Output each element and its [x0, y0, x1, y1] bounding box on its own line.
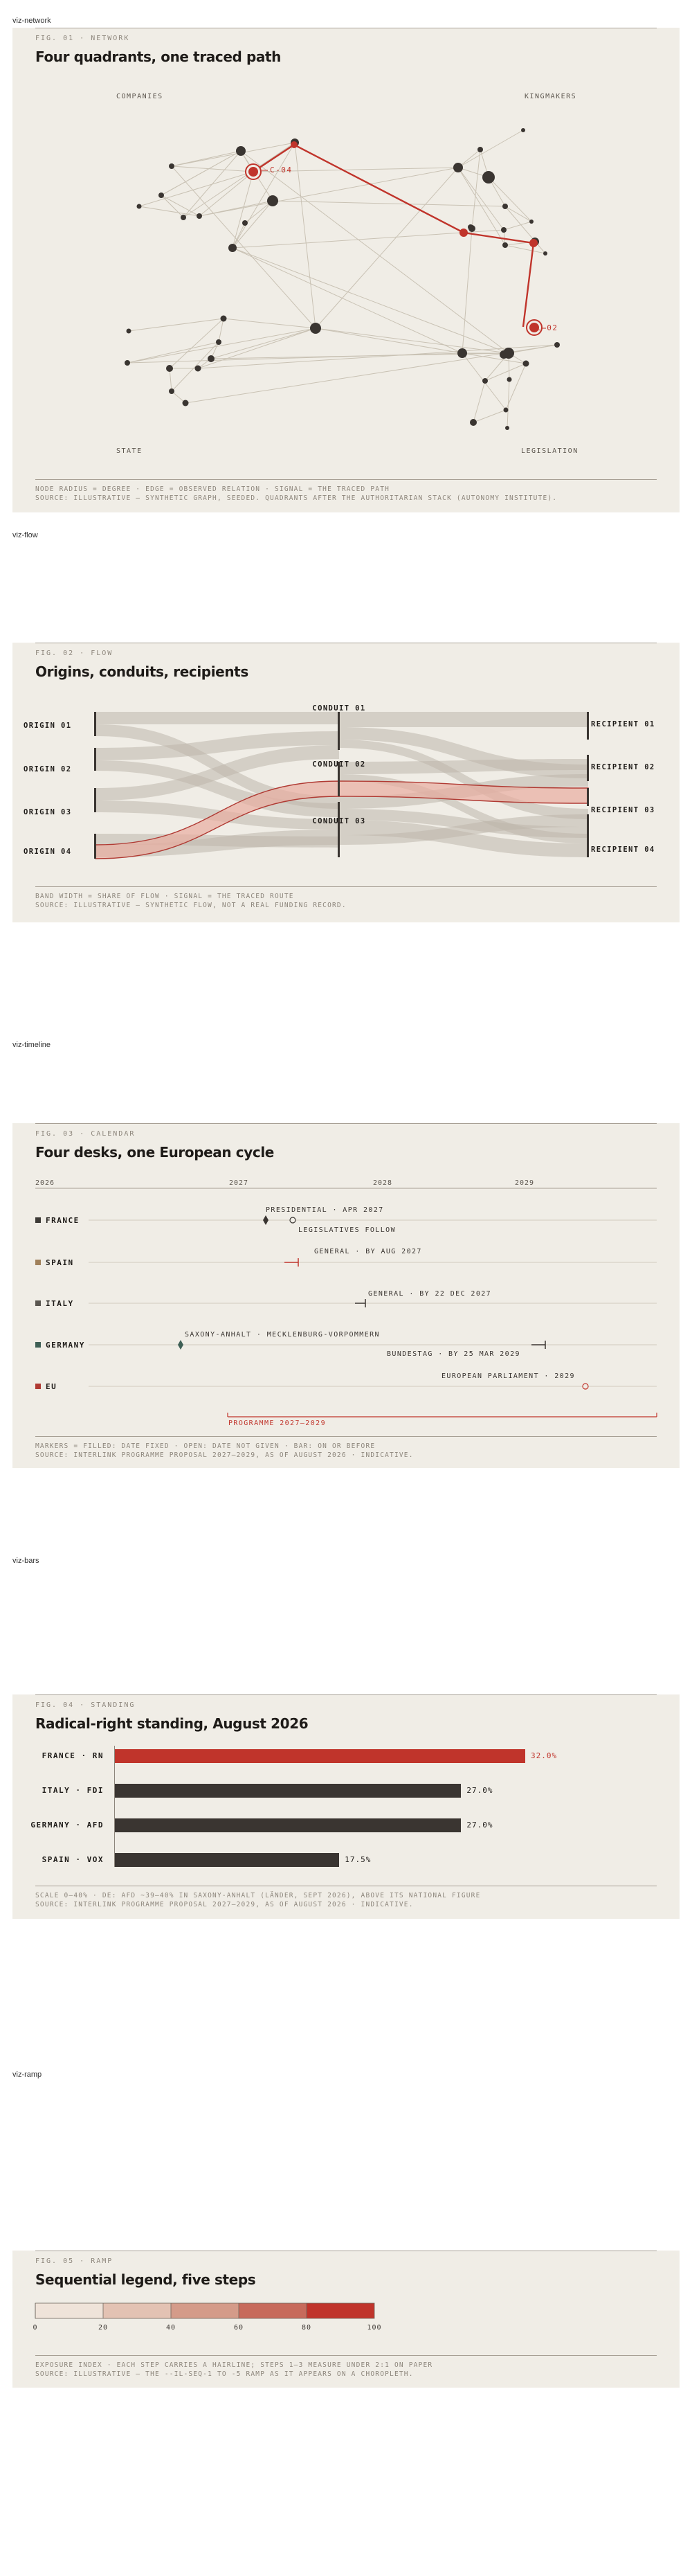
network-edge	[183, 151, 241, 217]
origin-node	[94, 748, 96, 771]
conduit-label: CONDUIT 02	[312, 760, 366, 769]
network-node	[158, 193, 164, 198]
flow-band	[339, 712, 588, 727]
recipient-label: RECIPIENT 03	[591, 806, 655, 814]
network-edge	[172, 342, 219, 391]
signal-node	[248, 167, 258, 177]
bar	[115, 1853, 339, 1867]
network-edge	[211, 328, 316, 359]
ramp-step	[171, 2303, 239, 2318]
network-node	[127, 329, 131, 334]
year-tick: 2026	[35, 1179, 55, 1187]
marker-open	[290, 1217, 295, 1223]
network-edge	[172, 143, 295, 166]
network-node	[453, 163, 463, 172]
footer-note: SCALE 0–40% · DE: AFD ~39–40% IN SAXONY-ANHALT (LÄNDER, SEPT 2026), ABOVE ITS NATIONAL FIGURE	[35, 1892, 481, 1899]
section-label-bars: viz-bars	[12, 1557, 39, 1565]
network-node	[166, 365, 173, 372]
row-label: ITALY	[46, 1299, 74, 1308]
bars-panel	[12, 1694, 680, 1919]
network-node	[169, 163, 174, 169]
network-node	[236, 146, 246, 156]
footer-source: SOURCE: ILLUSTRATIVE — THE --IL-SEQ-1 TO -5 RAMP AS IT APPEARS ON A CHOROPLETH.	[35, 2370, 414, 2378]
quadrant-label-state: STATE	[116, 447, 143, 455]
network-node	[482, 171, 495, 184]
network-node	[529, 220, 534, 224]
marker-fixed	[178, 1340, 183, 1350]
quadrant-label-legislation: LEGISLATION	[521, 447, 579, 455]
recipient-node	[587, 814, 589, 857]
bar	[115, 1818, 461, 1832]
bar-category-label: FRANCE · RN	[42, 1751, 104, 1760]
row-label: EU	[46, 1382, 57, 1391]
network-edge	[199, 172, 253, 216]
network-edge	[161, 151, 241, 195]
flow-panel	[12, 643, 680, 922]
bar-value-label: 27.0%	[466, 1821, 493, 1830]
ramp-tick-label: 40	[165, 2324, 176, 2332]
network-node	[543, 251, 547, 256]
row-swatch	[35, 1342, 41, 1348]
footer-note: NODE RADIUS = DEGREE · EDGE = OBSERVED RELATION · SIGNAL = THE TRACED PATH	[35, 485, 390, 493]
annotation-italy-general: GENERAL · BY 22 DEC 2027	[368, 1290, 492, 1298]
network-node	[221, 316, 227, 322]
figure-number: FIG. 02 · FLOW	[35, 650, 113, 657]
row-swatch	[35, 1260, 41, 1265]
network-node	[523, 361, 529, 367]
flow-band	[95, 712, 339, 724]
network-node	[507, 377, 512, 382]
network-node	[195, 366, 201, 372]
annotation-programme: PROGRAMME 2027–2029	[228, 1420, 326, 1427]
network-edge	[127, 328, 316, 363]
network-edge	[316, 328, 509, 353]
annotation-spain-general: GENERAL · BY AUG 2027	[314, 1248, 422, 1255]
footer-source: SOURCE: INTERLINK PROGRAMME PROPOSAL 2027–2029, AS OF AUGUST 2026 · INDICATIVE.	[35, 1901, 414, 1908]
network-node	[468, 224, 473, 230]
bar-value-label: 27.0%	[466, 1786, 493, 1795]
network-edge	[473, 381, 485, 422]
network-edge	[139, 172, 253, 206]
network-edge	[505, 206, 531, 222]
conduit-node	[338, 712, 340, 750]
origin-label: ORIGIN 04	[24, 848, 72, 856]
network-node	[197, 213, 202, 219]
row-swatch	[35, 1217, 41, 1223]
ramp-tick-label: 0	[33, 2324, 38, 2332]
flow-chart	[12, 643, 680, 922]
origin-label: ORIGIN 02	[24, 765, 72, 773]
network-node	[504, 408, 509, 413]
footer-source: SOURCE: ILLUSTRATIVE — SYNTHETIC GRAPH, SEEDED. QUADRANTS AFTER THE AUTHORITARIAN STACK (AUTONOMY INSTITUTE).	[35, 494, 558, 502]
section-label-flow: viz-flow	[12, 531, 38, 539]
recipient-label: RECIPIENT 01	[591, 720, 655, 728]
signal-node	[459, 229, 468, 237]
timeline-chart	[12, 1123, 680, 1468]
network-edge	[489, 177, 531, 222]
annotation-germany-laender: SAXONY-ANHALT · MECKLENBURG-VORPOMMERN	[185, 1331, 380, 1339]
network-node	[169, 388, 174, 394]
chart-footer	[35, 479, 657, 503]
chart-footer	[35, 886, 657, 910]
network-node	[125, 360, 130, 366]
network-node	[482, 378, 488, 384]
signal-node	[529, 239, 538, 247]
origin-node	[94, 834, 96, 859]
origin-label: ORIGIN 03	[24, 808, 72, 816]
network-edge	[507, 379, 509, 428]
network-node	[183, 400, 189, 406]
network-edge	[233, 143, 295, 248]
bar-value-label: 32.0%	[531, 1751, 558, 1760]
network-node	[216, 339, 221, 345]
footer-note: MARKERS = FILLED: DATE FIXED · OPEN: DATE NOT GIVEN · BAR: ON OR BEFORE	[35, 1442, 376, 1450]
row-label: GERMANY	[46, 1341, 85, 1350]
network-edge	[458, 168, 504, 230]
network-node	[181, 215, 186, 220]
marker-fixed	[263, 1215, 268, 1225]
bar	[115, 1749, 525, 1763]
chart-title: Four desks, one European cycle	[35, 1144, 274, 1161]
network-panel	[12, 28, 680, 512]
network-node	[470, 419, 477, 426]
network-edge	[458, 130, 523, 168]
row-swatch	[35, 1384, 41, 1389]
figure-number: FIG. 01 · NETWORK	[35, 35, 130, 42]
recipient-node	[587, 755, 589, 781]
network-edge	[504, 222, 531, 230]
network-chart	[12, 28, 680, 512]
year-tick: 2029	[515, 1179, 535, 1187]
footer-source: SOURCE: ILLUSTRATIVE — SYNTHETIC FLOW, NOT A REAL FUNDING RECORD.	[35, 902, 347, 909]
bar-value-label: 17.5%	[345, 1855, 372, 1864]
ramp-step	[35, 2303, 103, 2318]
recipient-label: RECIPIENT 04	[591, 846, 655, 854]
conduit-label: CONDUIT 03	[312, 817, 366, 825]
annotation-eu-parliament: EUROPEAN PARLIAMENT · 2029	[441, 1372, 575, 1380]
origin-node	[94, 712, 96, 736]
bar	[115, 1784, 461, 1798]
origin-label: ORIGIN 01	[24, 722, 72, 730]
figure-number: FIG. 03 · CALENDAR	[35, 1130, 136, 1138]
recipient-node	[587, 788, 589, 806]
network-edge	[472, 150, 480, 229]
quadrant-label-companies: COMPANIES	[116, 93, 163, 100]
chart-title: Origins, conduits, recipients	[35, 663, 248, 680]
network-node	[505, 426, 509, 430]
section-label-timeline: viz-timeline	[12, 1041, 51, 1049]
ramp-tick-label: 60	[233, 2324, 244, 2332]
marker-open	[583, 1384, 588, 1389]
network-edge	[316, 328, 462, 353]
chart-title: Four quadrants, one traced path	[35, 48, 281, 65]
bar-category-label: ITALY · FDI	[42, 1786, 104, 1795]
footer-note: EXPOSURE INDEX · EACH STEP CARRIES A HAIRLINE; STEPS 1–3 MEASURE UNDER 2:1 ON PAPER	[35, 2361, 433, 2369]
section-label-network: viz-network	[12, 17, 51, 25]
footer-source: SOURCE: INTERLINK PROGRAMME PROPOSAL 2027–2029, AS OF AUGUST 2026 · INDICATIVE.	[35, 1451, 414, 1459]
signal-node	[291, 141, 298, 148]
highlight-label-c04: C-04	[270, 166, 293, 175]
network-node	[502, 204, 508, 209]
ramp-step	[239, 2303, 307, 2318]
network-node	[228, 244, 237, 252]
bar-category-label: SPAIN · VOX	[42, 1855, 104, 1864]
annotation-france-presidential: PRESIDENTIAL · APR 2027	[266, 1206, 384, 1214]
conduit-node	[338, 802, 340, 857]
network-node	[137, 204, 142, 209]
network-node	[208, 355, 215, 362]
network-node	[477, 147, 483, 152]
quadrant-label-kingmakers: KINGMAKERS	[525, 93, 577, 100]
network-edge	[233, 172, 253, 248]
network-node	[554, 342, 560, 348]
network-node	[503, 348, 514, 359]
annotation-france-legislatives: LEGISLATIVES FOLLOW	[298, 1226, 396, 1234]
ramp-tick-label: 80	[301, 2324, 312, 2332]
network-edge	[127, 342, 219, 363]
year-tick: 2028	[373, 1179, 393, 1187]
row-label: FRANCE	[46, 1216, 80, 1225]
figure-number: FIG. 05 · RAMP	[35, 2257, 113, 2265]
network-node	[267, 195, 278, 206]
network-node	[501, 227, 507, 233]
bar-category-label: GERMANY · AFD	[30, 1821, 104, 1830]
network-node	[310, 323, 321, 334]
row-swatch	[35, 1300, 41, 1306]
chart-title: Sequential legend, five steps	[35, 2271, 256, 2288]
timeline-panel	[12, 1123, 680, 1468]
network-edge	[224, 319, 316, 328]
chart-footer	[35, 2355, 657, 2379]
conduit-label: CONDUIT 01	[312, 704, 366, 713]
network-node	[242, 220, 248, 226]
recipient-label: RECIPIENT 02	[591, 763, 655, 771]
year-tick: 2027	[229, 1179, 249, 1187]
chart-footer	[35, 1886, 657, 1909]
row-label: SPAIN	[46, 1258, 74, 1267]
chart-title: Radical-right standing, August 2026	[35, 1715, 309, 1732]
annotation-germany-bundestag: BUNDESTAG · BY 25 MAR 2029	[387, 1350, 520, 1358]
network-node	[457, 348, 467, 358]
bar-axis	[114, 1746, 115, 1867]
ramp-step	[103, 2303, 171, 2318]
highlight-label-l02: L-02	[536, 323, 558, 332]
recipient-node	[587, 712, 589, 740]
network-edge	[316, 168, 458, 328]
footer-note: BAND WIDTH = SHARE OF FLOW · SIGNAL = THE TRACED ROUTE	[35, 893, 294, 900]
network-edge	[129, 319, 224, 331]
network-node	[502, 242, 508, 248]
network-edge	[462, 229, 472, 353]
network-edge	[473, 410, 506, 422]
origin-node	[94, 788, 96, 812]
ramp-tick-label: 100	[367, 2324, 382, 2332]
ramp-tick-label: 20	[98, 2324, 109, 2332]
ramp-panel	[12, 2251, 680, 2388]
ramp-step	[307, 2303, 374, 2318]
network-node	[521, 128, 525, 132]
figure-number: FIG. 04 · STANDING	[35, 1701, 136, 1709]
section-label-ramp: viz-ramp	[12, 2070, 42, 2079]
chart-footer	[35, 1436, 657, 1460]
